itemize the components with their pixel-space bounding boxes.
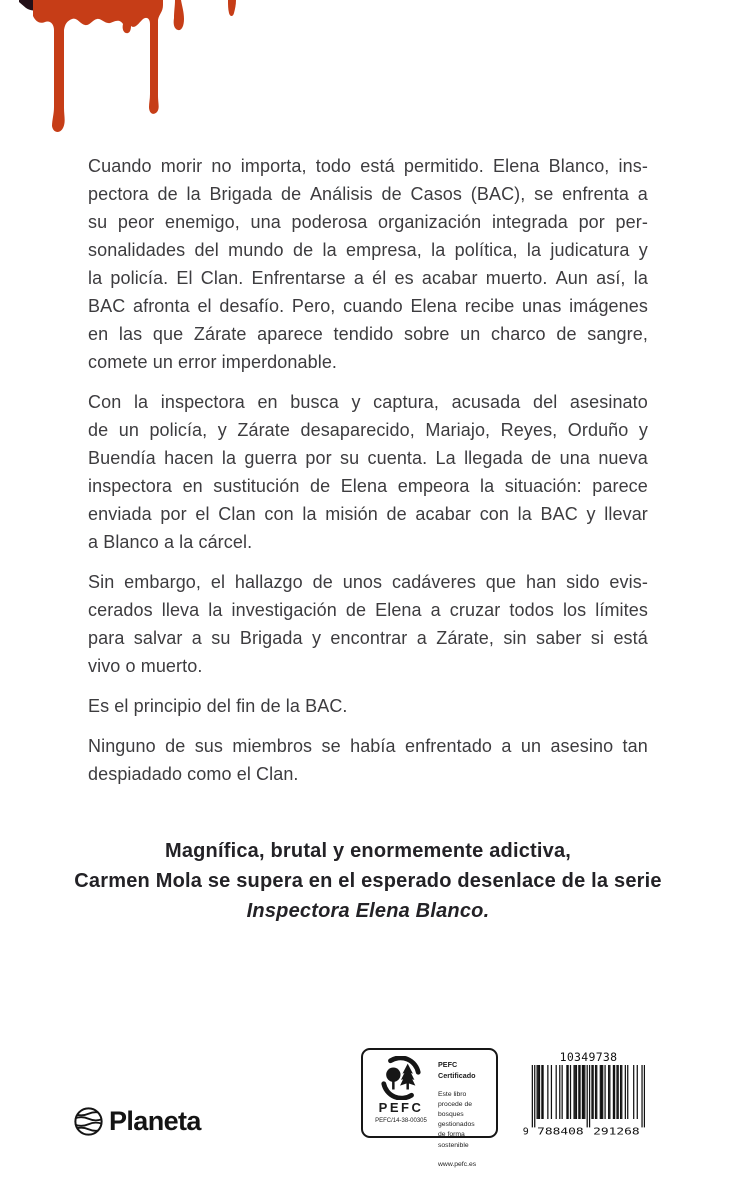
pefc-wordmark: PEFC (378, 1100, 424, 1115)
quote-line-2: Carmen Mola se supera en el esperado desenlace de la serie (74, 870, 662, 892)
synopsis-line: vivo o muerto. (88, 656, 203, 676)
quote-line-1: Magnífica, brutal y enormemente adictiva, (164, 840, 572, 862)
synopsis-paragraph (88, 732, 648, 788)
barcode-block (521, 1050, 645, 1137)
barcode-ref-number: 10349738 (559, 1050, 618, 1064)
synopsis-line: a Blanco a la cárcel. (88, 532, 253, 552)
synopsis-paragraph (88, 692, 648, 720)
barcode-bars (532, 1065, 645, 1127)
synopsis-line: Ninguno de sus miembros se había enfrentado a un asesino tan (88, 736, 648, 756)
synopsis-line: comete un error imperdonable. (88, 352, 338, 372)
synopsis-paragraph (88, 568, 648, 680)
blood-drip-tiny (228, 0, 236, 16)
barcode-digit-left: 9 (522, 1126, 529, 1137)
blood-drip-artwork (0, 0, 250, 140)
review-quote (68, 836, 668, 926)
pefc-certification-label (361, 1048, 498, 1168)
pefc-logo-column (370, 1056, 432, 1132)
synopsis-line: sonalidades del mundo de la empresa, la política, la judicatura y (88, 240, 648, 260)
synopsis-line: su peor enemigo, una poderosa organización integrada por per- (88, 212, 648, 232)
synopsis-line: BAC afronta el desafío. Pero, cuando Elena recibe unas imágenes (88, 296, 648, 316)
ean-barcode (521, 1065, 645, 1137)
barcode-digits-group1: 788408 (537, 1126, 584, 1137)
synopsis-paragraph (88, 388, 648, 556)
pefc-license-number: PEFC/14-38-00305 (375, 1118, 427, 1124)
pefc-text-column (438, 1056, 491, 1168)
pefc-url: www.pefc.es (438, 1160, 477, 1168)
publisher-name: Planeta (109, 1106, 201, 1136)
synopsis-line: Es el principio del fin de la BAC. (88, 696, 348, 716)
synopsis-line: Sin embargo, el hallazgo de unos cadáveres que han sido evis- (88, 572, 648, 592)
pefc-body-line: Este libro procede de (438, 1090, 473, 1108)
synopsis-paragraph (88, 152, 648, 376)
synopsis-line: la policía. El Clan. Enfrentarse a él es acabar muerto. Aun así, la (88, 268, 648, 288)
synopsis-line: de un policía, y Zárate desaparecido, Mariajo, Reyes, Orduño y (88, 420, 648, 440)
synopsis-line: cerados lleva la investigación de Elena a cruzar todos los límites (88, 600, 648, 620)
synopsis-line: Con la inspectora en busca y captura, acusada del asesinato (88, 392, 648, 412)
barcode-digits-group2: 291268 (593, 1126, 640, 1137)
pefc-title: PEFC Certificado (438, 1060, 476, 1080)
publisher-logo (73, 1106, 201, 1137)
synopsis (88, 152, 648, 800)
synopsis-line: para salvar a su Brigada y encontrar a Zárate, sin saber si está (88, 628, 648, 648)
synopsis-line: Cuando morir no importa, todo está permitido. Elena Blanco, ins- (88, 156, 648, 176)
synopsis-line: inspectora en sustitución de Elena empeora la situación: parece (88, 476, 648, 496)
synopsis-line: despiadado como el Clan. (88, 764, 299, 784)
synopsis-line: Buendía hacen la guerra por su cuenta. La llegada de una nueva (88, 448, 648, 468)
pefc-body-line: de forma sostenible (438, 1131, 469, 1149)
blood-main (33, 0, 163, 132)
synopsis-line: en las que Zárate aparece tendido sobre un charco de sangre, (88, 324, 648, 344)
synopsis-line: pectora de la Brigada de Análisis de Casos (BAC), se enfrenta a (88, 184, 648, 204)
pefc-body-line: bosques gestionados (438, 1110, 475, 1129)
blood-drip-short (174, 0, 184, 30)
pefc-trees-icon (377, 1056, 425, 1100)
planeta-globe-icon (73, 1106, 104, 1137)
synopsis-line: enviada por el Clan con la misión de acabar con la BAC y llevar (88, 504, 648, 524)
quote-series-title: Inspectora Elena Blanco. (246, 900, 490, 922)
